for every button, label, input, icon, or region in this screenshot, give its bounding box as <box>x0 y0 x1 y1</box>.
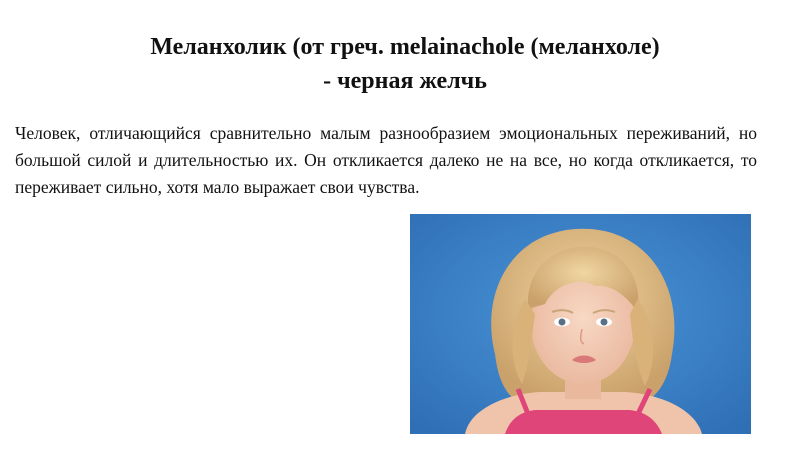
iris-right <box>601 319 608 326</box>
iris-left <box>559 319 566 326</box>
slide-title <box>40 30 770 98</box>
child-portrait-photo <box>410 214 751 434</box>
title-translation: - черная желчь <box>323 68 487 94</box>
title-term: Меланхолик <box>150 34 287 60</box>
title-etymology: (от греч. melainachole (меланхоле) <box>286 34 660 60</box>
description-paragraph: Человек, отличающийся сравнительно малым разнообразием эмоциональных переживаний, но большой силой и длительностью их. Он откликается далеко не на все, но когда откликается, то переживает сильно, хотя мало выражает свои чувства. <box>15 123 757 197</box>
